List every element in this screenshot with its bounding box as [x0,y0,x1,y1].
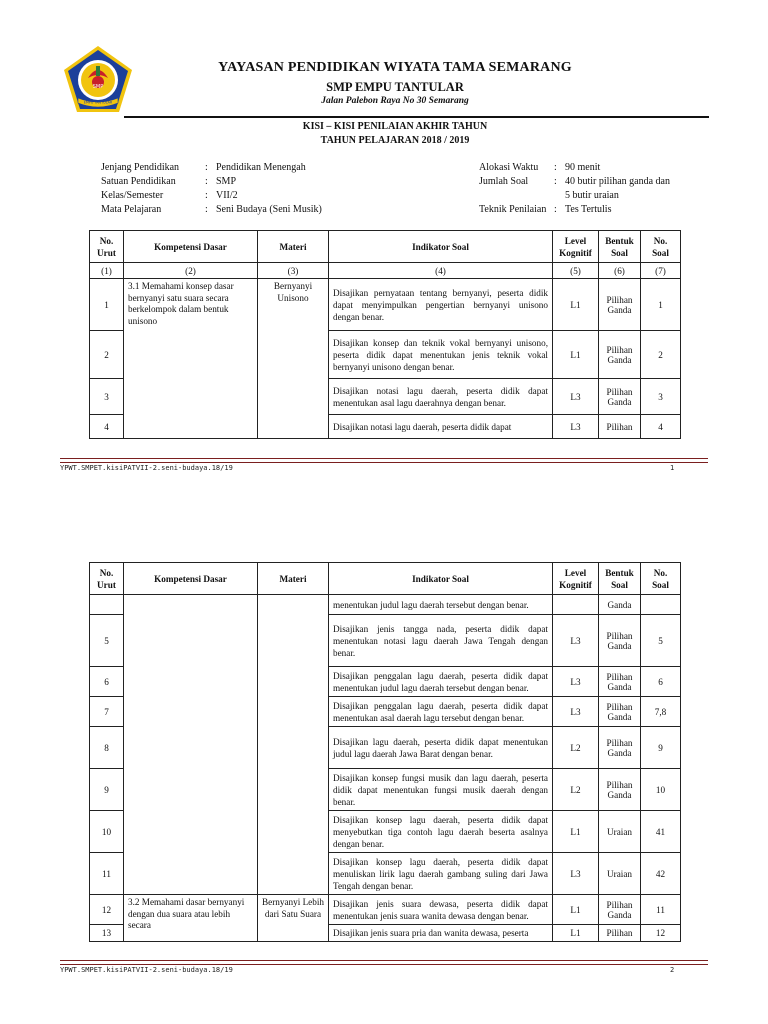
info-value: VII/2 [216,190,238,201]
col-header-level: Level Kognitif [553,563,599,595]
bentuk-cell: Pilihan Ganda [599,615,641,667]
bentuk-cell: Pilihan [599,415,641,439]
svg-text:SMP: SMP [92,84,104,90]
bentuk-cell: Uraian [599,853,641,895]
nosoal-cell: 9 [641,727,681,769]
school-address: Jalan Palebon Raya No 30 Semarang [321,96,469,106]
indikator-cell: Disajikan jenis suara pria dan wanita dewasa, peserta [329,925,553,942]
page-number: 2 [670,966,675,974]
indikator-cell: Disajikan konsep lagu daerah, peserta didik dapat menuliskan lirik lagu daerah gambang suling dari Jawa Tengah dengan benar. [329,853,553,895]
info-value: Seni Budaya (Seni Musik) [216,204,322,215]
level-cell: L3 [553,853,599,895]
indikator-cell: Disajikan konsep lagu daerah, peserta didik dapat menyebutkan tiga contoh lagu daerah beserta asalnya dengan benar. [329,811,553,853]
level-cell: L2 [553,727,599,769]
info-value: Pendidikan Menengah [216,162,306,173]
kompetensi-dasar-cell: 3.2 Memahami dasar bernyanyi dengan dua suara atau lebih secara [124,895,258,942]
bentuk-cell: Uraian [599,811,641,853]
col-header-level: Level Kognitif [553,231,599,263]
nosoal-cell: 11 [641,895,681,925]
level-cell: L1 [553,895,599,925]
level-cell: L3 [553,379,599,415]
bentuk-cell: Pilihan Ganda [599,331,641,379]
nosoal-cell: 6 [641,667,681,697]
indikator-cell: Disajikan pernyataan tentang bernyanyi, peserta didik dapat menyimpulkan pengertian bernyanyi unisono dengan benar. [329,279,553,331]
kompetensi-dasar-cell: 3.1 Memahami konsep dasar bernyanyi satu suara secara berkelompok dalam bentuk unisono [124,279,258,439]
header-rule [124,116,709,118]
info-value: 40 butir pilihan ganda dan [565,176,670,187]
table-row [90,279,681,331]
footer-code: YPWT.SMPET.kisiPATVII-2.seni-budaya.18/19 [60,464,233,472]
page-number: 1 [670,464,675,472]
info-label: Jumlah Soal [479,176,529,187]
nosoal-cell: 12 [641,925,681,942]
info-sep: : [205,204,208,215]
bentuk-cell: Pilihan [599,925,641,942]
info-value: Tes Tertulis [565,204,612,215]
indikator-cell: Disajikan jenis suara dewasa, peserta didik dapat menentukan jenis suara wanita dewasa dengan benar. [329,895,553,925]
col-number: (3) [258,263,329,279]
kisi-table-page2 [89,562,681,942]
info-label: Alokasi Waktu [479,162,539,173]
col-number: (2) [124,263,258,279]
col-number: (6) [599,263,641,279]
col-header-bentuk: Bentuk Soal [599,563,641,595]
indikator-cell: Disajikan notasi lagu daerah, peserta didik dapat [329,415,553,439]
col-header-no: No. Urut [90,563,124,595]
col-header-no: No. Urut [90,231,124,263]
col-number: (4) [329,263,553,279]
col-header-nosoal: No. Soal [641,231,681,263]
row-no: 1 [90,279,124,331]
indikator-cell: Disajikan penggalan lagu daerah, peserta didik dapat menentukan asal daerah lagu tersebut dengan benar. [329,697,553,727]
nosoal-cell: 2 [641,331,681,379]
row-no: 12 [90,895,124,925]
table-row [90,895,681,925]
bentuk-cell: Pilihan Ganda [599,379,641,415]
materi-cell: Bernyanyi Unisono [258,279,329,439]
level-cell: L1 [553,279,599,331]
nosoal-cell [641,595,681,615]
foundation-name: YAYASAN PENDIDIKAN WIYATA TAMA SEMARANG [218,60,572,75]
table-row [90,595,681,615]
col-header-materi: Materi [258,563,329,595]
level-cell: L3 [553,697,599,727]
level-cell: L3 [553,667,599,697]
level-cell [553,595,599,615]
col-header-materi: Materi [258,231,329,263]
nosoal-cell: 41 [641,811,681,853]
row-no: 5 [90,615,124,667]
document-title: KISI – KISI PENILAIAN AKHIR TAHUN [302,121,488,132]
nosoal-cell: 10 [641,769,681,811]
info-label: Satuan Pendidikan [101,176,176,187]
info-value: SMP [216,176,237,187]
row-no: 7 [90,697,124,727]
info-sep: : [205,176,208,187]
indikator-cell: Disajikan penggalan lagu daerah, peserta didik dapat menentukan judul lagu daerah tersebut dengan benar. [329,667,553,697]
document-year: TAHUN PELAJARAN 2018 / 2019 [320,135,470,146]
level-cell: L1 [553,925,599,942]
row-no: 9 [90,769,124,811]
kompetensi-dasar-cell [124,595,258,895]
bentuk-cell: Pilihan Ganda [599,667,641,697]
indikator-cell: Disajikan lagu daerah, peserta didik dapat menentukan judul lagu daerah Jawa Barat dengan benar. [329,727,553,769]
materi-cell [258,595,329,895]
col-header-kd: Kompetensi Dasar [124,231,258,263]
row-no: 3 [90,379,124,415]
nosoal-cell: 5 [641,615,681,667]
info-value: 5 butir uraian [565,190,619,201]
row-no: 6 [90,667,124,697]
row-no: 10 [90,811,124,853]
info-sep: : [205,190,208,201]
svg-text:EMPU TANTULAR: EMPU TANTULAR [83,100,113,105]
table-header-row [90,563,681,595]
info-label: Kelas/Semester [101,190,164,201]
info-left [101,161,401,217]
row-no [90,595,124,615]
bentuk-cell: Pilihan Ganda [599,769,641,811]
row-no: 11 [90,853,124,895]
nosoal-cell: 42 [641,853,681,895]
info-label: Mata Pelajaran [101,204,162,215]
column-number-row [90,263,681,279]
col-header-bentuk: Bentuk Soal [599,231,641,263]
indikator-cell: Disajikan konsep fungsi musik dan lagu daerah, peserta didik dapat menentukan fungsi musik daerah dengan benar. [329,769,553,811]
level-cell: L3 [553,615,599,667]
kisi-table-page1 [89,230,681,439]
info-sep: : [205,162,208,173]
indikator-cell: menentukan judul lagu daerah tersebut dengan benar. [329,595,553,615]
info-sep: : [554,176,557,187]
nosoal-cell: 7,8 [641,697,681,727]
footer-code: YPWT.SMPET.kisiPATVII-2.seni-budaya.18/19 [60,966,233,974]
bentuk-cell: Pilihan Ganda [599,279,641,331]
bentuk-cell: Ganda [599,595,641,615]
footer-rule [60,458,708,463]
materi-cell: Bernyanyi Lebih dari Satu Suara [258,895,329,942]
info-label: Teknik Penilaian [479,204,547,215]
level-cell: L3 [553,415,599,439]
indikator-cell: Disajikan notasi lagu daerah, peserta didik dapat menentukan asal lagu daerahnya dengan benar. [329,379,553,415]
level-cell: L1 [553,811,599,853]
level-cell: L1 [553,331,599,379]
bentuk-cell: Pilihan Ganda [599,895,641,925]
row-no: 13 [90,925,124,942]
footer-rule [60,960,708,965]
row-no: 4 [90,415,124,439]
indikator-cell: Disajikan konsep dan teknik vokal bernyanyi unisono, peserta didik dapat menentukan jenis teknik vokal bernyanyi unisono dengan benar. [329,331,553,379]
col-header-nosoal: No. Soal [641,563,681,595]
col-number: (1) [90,263,124,279]
col-header-indikator: Indikator Soal [329,563,553,595]
info-label: Jenjang Pendidikan [101,162,180,173]
info-value: 90 menit [565,162,601,173]
table-header-row [90,231,681,263]
school-name: SMP EMPU TANTULAR [326,80,464,94]
col-header-indikator: Indikator Soal [329,231,553,263]
nosoal-cell: 4 [641,415,681,439]
info-sep: : [554,204,557,215]
nosoal-cell: 3 [641,379,681,415]
nosoal-cell: 1 [641,279,681,331]
bentuk-cell: Pilihan Ganda [599,697,641,727]
col-number: (5) [553,263,599,279]
info-sep: : [554,162,557,173]
bentuk-cell: Pilihan Ganda [599,727,641,769]
indikator-cell: Disajikan jenis tangga nada, peserta didik dapat menentukan notasi lagu daerah Jawa Tengah dengan benar. [329,615,553,667]
info-right [479,161,699,217]
col-number: (7) [641,263,681,279]
row-no: 8 [90,727,124,769]
col-header-kd: Kompetensi Dasar [124,563,258,595]
row-no: 2 [90,331,124,379]
level-cell: L2 [553,769,599,811]
